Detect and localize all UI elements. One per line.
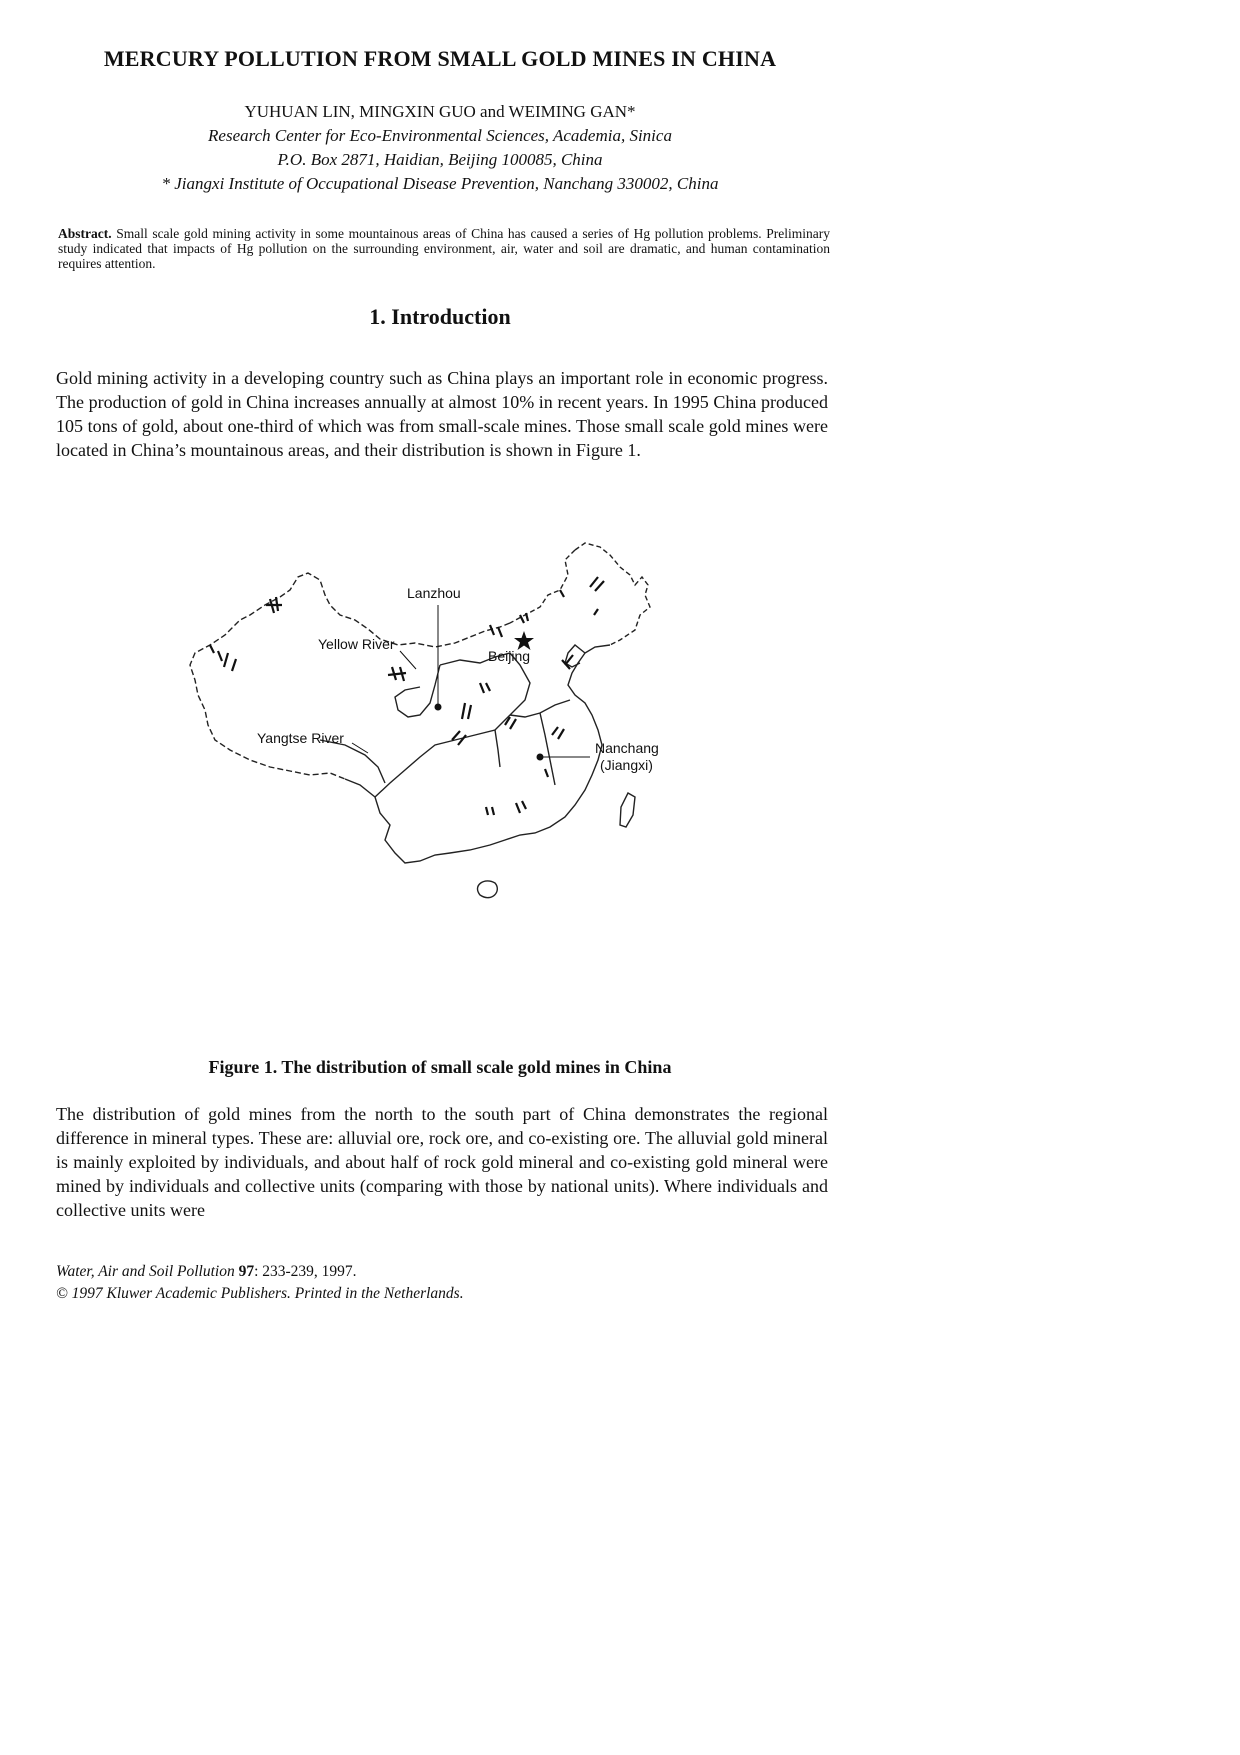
abstract	[58, 226, 830, 271]
map-label-jiangxi: (Jiangxi)	[600, 757, 653, 773]
intro-paragraph-1: Gold mining activity in a developing country such as China plays an important role in economic progress. The production of gold in China increases annually at almost 10% in recent years. In 1995 China produced 105 tons of gold, about one-third of which was from small-scale mines. Those small scale gold mines were located in China’s mountainous areas, and their distribution is shown in Figure 1.	[56, 368, 828, 460]
journal-name: Water, Air and Soil Pollution	[56, 1263, 235, 1280]
map-boundary-inner-5	[495, 730, 500, 767]
paper-title: MERCURY POLLUTION FROM SMALL GOLD MINES IN CHINA	[103, 46, 777, 71]
map-outline-south	[345, 645, 610, 863]
figure-1-map	[180, 535, 760, 985]
yellow-river-leader	[400, 651, 416, 669]
mine-mark	[388, 667, 406, 681]
mine-mark	[452, 731, 466, 745]
author-block	[60, 100, 820, 196]
affiliation-line: P.O. Box 2871, Haidian, Beijing 100085, China	[277, 150, 603, 169]
map-label-beijing: Beijing	[488, 648, 531, 664]
mine-mark	[480, 683, 490, 693]
journal-volume: 97	[238, 1263, 255, 1280]
map-outline-northeast	[575, 543, 650, 645]
mine-mark	[210, 645, 236, 671]
citation-line	[56, 1261, 756, 1283]
author-names: YUHUAN LIN, MINGXIN GUO and WEIMING GAN*	[244, 102, 636, 121]
figure-caption: Figure 1. The distribution of small scale gold mines in China	[208, 1057, 672, 1077]
map-label-nanchang: Nanchang	[595, 740, 659, 756]
china-map-drawing	[180, 535, 760, 985]
map-outline-shandong	[565, 645, 585, 667]
map-label-lanzhou: Lanzhou	[407, 585, 461, 601]
intro-paragraph-2: The distribution of gold mines from the north to the south part of China demonstrates the regional difference in mineral types. These are: alluvial ore, rock ore, and co-existing ore. The alluvial gold mineral is mainly exploited by individuals, and about half of rock gold mineral and co-existing gold mineral were mined by individuals and collective units (comparing with those by national units). Where individuals and collective units were	[56, 1104, 828, 1220]
mine-mark	[486, 807, 494, 815]
map-boundary-inner-3	[320, 740, 385, 783]
mine-mark	[266, 597, 282, 613]
mine-mark	[520, 613, 528, 623]
abstract-text: Small scale gold mining activity in some mountainous areas of China has caused a series of Hg pollution problems. Preliminary study indicated that impacts of Hg pollution on the surrounding environment, air, water and soil are dramatic, and human contamination requires attention.	[58, 226, 830, 271]
citation-footer	[56, 1261, 756, 1305]
yangtse-river-leader	[352, 743, 368, 753]
copyright-line: © 1997 Kluwer Academic Publishers. Printed in the Netherlands.	[56, 1285, 464, 1302]
map-outline-northeast-inner	[510, 550, 575, 623]
journal-pages-year: : 233-239, 1997.	[254, 1263, 357, 1280]
affiliation-line: Research Center for Eco-Environmental Sciences, Academia, Sinica	[208, 126, 672, 145]
section-heading: 1. Introduction	[369, 304, 511, 329]
mine-mark	[552, 727, 564, 739]
abstract-label: Abstract.	[58, 226, 112, 241]
affiliation-line: * Jiangxi Institute of Occupational Disease Prevention, Nanchang 330002, China	[161, 174, 719, 193]
map-label-yangtse-river: Yangtse River	[257, 730, 344, 746]
map-label-yellow-river: Yellow River	[318, 636, 395, 652]
mine-mark	[594, 609, 598, 615]
mine-mark	[545, 769, 548, 777]
mine-mark	[516, 801, 526, 813]
map-outline-hainan	[478, 881, 498, 898]
mine-mark	[590, 577, 604, 591]
mine-mark	[462, 703, 471, 719]
map-outline-taiwan	[620, 793, 635, 827]
mine-mark	[560, 590, 564, 597]
